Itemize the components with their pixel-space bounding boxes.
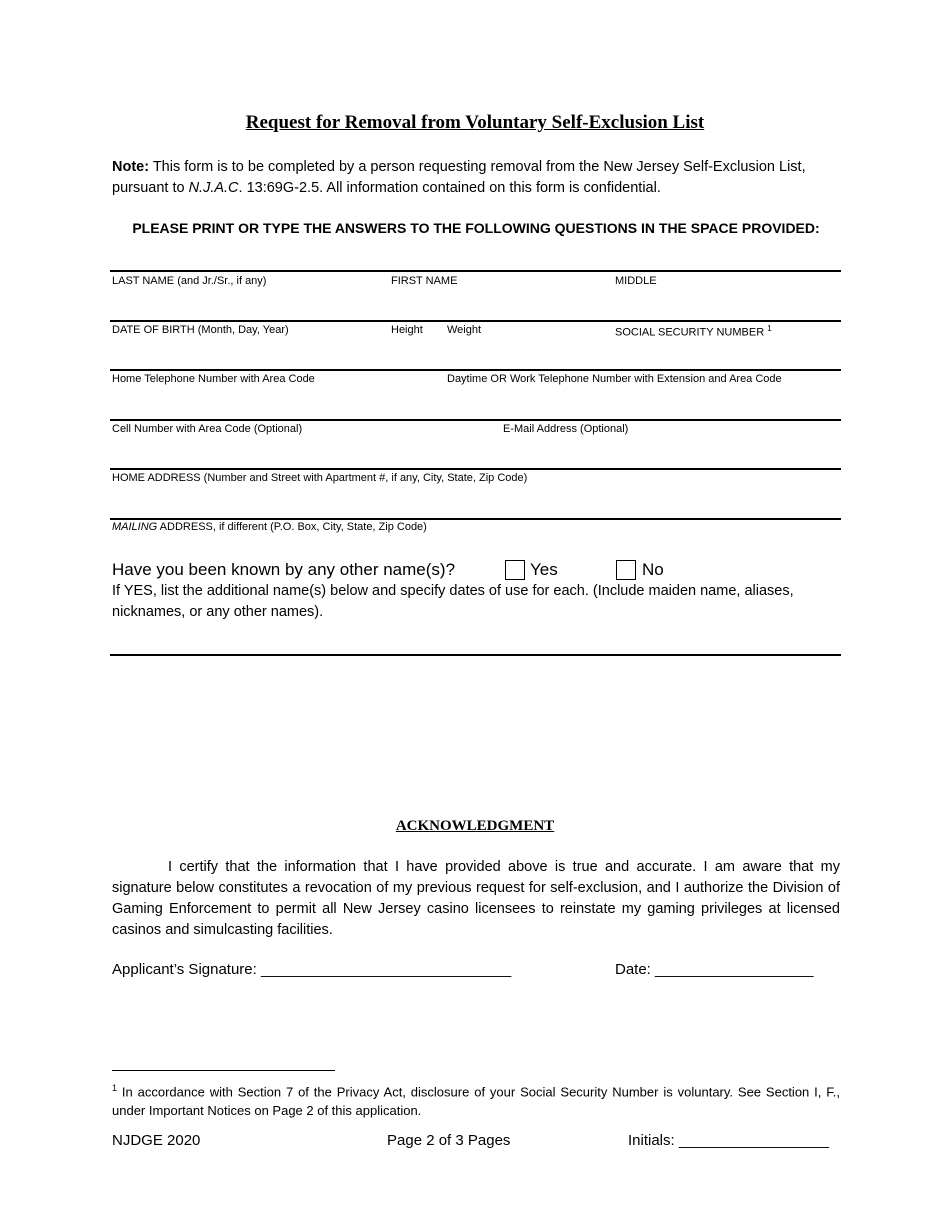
date-line[interactable]: Date: ___________________	[615, 961, 814, 978]
field-rule	[110, 518, 841, 520]
field-rule	[110, 419, 841, 421]
work-phone-label: Daytime OR Work Telephone Number with Extension and Area Code	[447, 373, 782, 385]
weight-label: Weight	[447, 324, 482, 336]
no-label: No	[642, 560, 664, 579]
acknowledgment-title: ACKNOWLEDGMENT	[395, 818, 555, 834]
email-label: E-Mail Address (Optional)	[503, 423, 629, 435]
mailing-italic: MAILING	[112, 521, 158, 533]
cell-number-label: Cell Number with Area Code (Optional)	[112, 423, 303, 435]
field-rule	[110, 320, 841, 322]
instruction-heading: PLEASE PRINT OR TYPE THE ANSWERS TO THE FOLLOWING QUESTIONS IN THE SPACE PROVIDED:	[132, 220, 820, 236]
note-citation: N.J.A.C	[188, 179, 239, 196]
other-names-question: Have you been known by any other name(s)?	[112, 560, 456, 579]
footer-page-number: Page 2 of 3 Pages	[387, 1132, 511, 1149]
footer-form-id: NJDGE 2020	[112, 1132, 201, 1149]
field-rule	[110, 270, 841, 272]
field-rule	[110, 468, 841, 470]
yes-checkbox[interactable]	[505, 560, 525, 580]
footnote-rule	[112, 1070, 335, 1071]
note-paragraph	[112, 157, 840, 198]
footer-initials-line[interactable]: Initials: __________________	[628, 1132, 830, 1149]
other-names-rule	[110, 654, 841, 656]
footnote	[112, 1079, 840, 1120]
mailing-address-label	[112, 521, 427, 533]
mailing-rest: ADDRESS, if different (P.O. Box, City, State, Zip Code)	[157, 521, 427, 533]
note-text-1: This form is to be completed by a person requesting removal from the New Jersey Self-Exclusion List, pursuant to	[112, 159, 806, 196]
note-label: Note:	[112, 159, 150, 175]
ssn-label	[615, 324, 772, 339]
height-label: Height	[391, 324, 423, 336]
footnote-mark: 1	[112, 1083, 118, 1093]
home-address-label: HOME ADDRESS (Number and Street with Apartment #, if any, City, State, Zip Code)	[112, 472, 528, 484]
other-names-instructions: If YES, list the additional name(s) below and specify dates of use for each. (Include maiden name, aliases, nicknames, or any other names).	[112, 583, 794, 620]
acknowledgment-text: I certify that the information that I have provided above is true and accurate. I am aware that my signature below constitutes a revocation of my previous request for self-exclusion, and I authorize the Division of Gaming Enforcement to permit all New Jersey casino licensees to reinstate my gaming privileges at licensed casinos and simulcasting facilities.	[112, 859, 840, 938]
ssn-footnote-mark: 1	[767, 324, 772, 333]
middle-name-label: MIDDLE	[615, 275, 657, 287]
first-name-label: FIRST NAME	[391, 275, 458, 287]
yes-label: Yes	[530, 560, 558, 579]
home-phone-label: Home Telephone Number with Area Code	[112, 373, 315, 385]
form-title: Request for Removal from Voluntary Self-Exclusion List	[245, 112, 705, 133]
footnote-text: In accordance with Section 7 of the Privacy Act, disclosure of your Social Security Number is voluntary. See Section I, F., under Important Notices on Page 2 of this application.	[112, 1084, 840, 1119]
dob-label: DATE OF BIRTH (Month, Day, Year)	[112, 324, 289, 336]
applicant-signature-line[interactable]: Applicant’s Signature: ______________________________	[112, 961, 512, 978]
no-checkbox[interactable]	[616, 560, 636, 580]
field-rule	[110, 369, 841, 371]
last-name-label: LAST NAME (and Jr./Sr., if any)	[112, 275, 267, 287]
note-text-2: . 13:69G-2.5. All information contained on this form is confidential.	[238, 179, 661, 196]
ssn-label-text: SOCIAL SECURITY NUMBER	[615, 326, 765, 339]
